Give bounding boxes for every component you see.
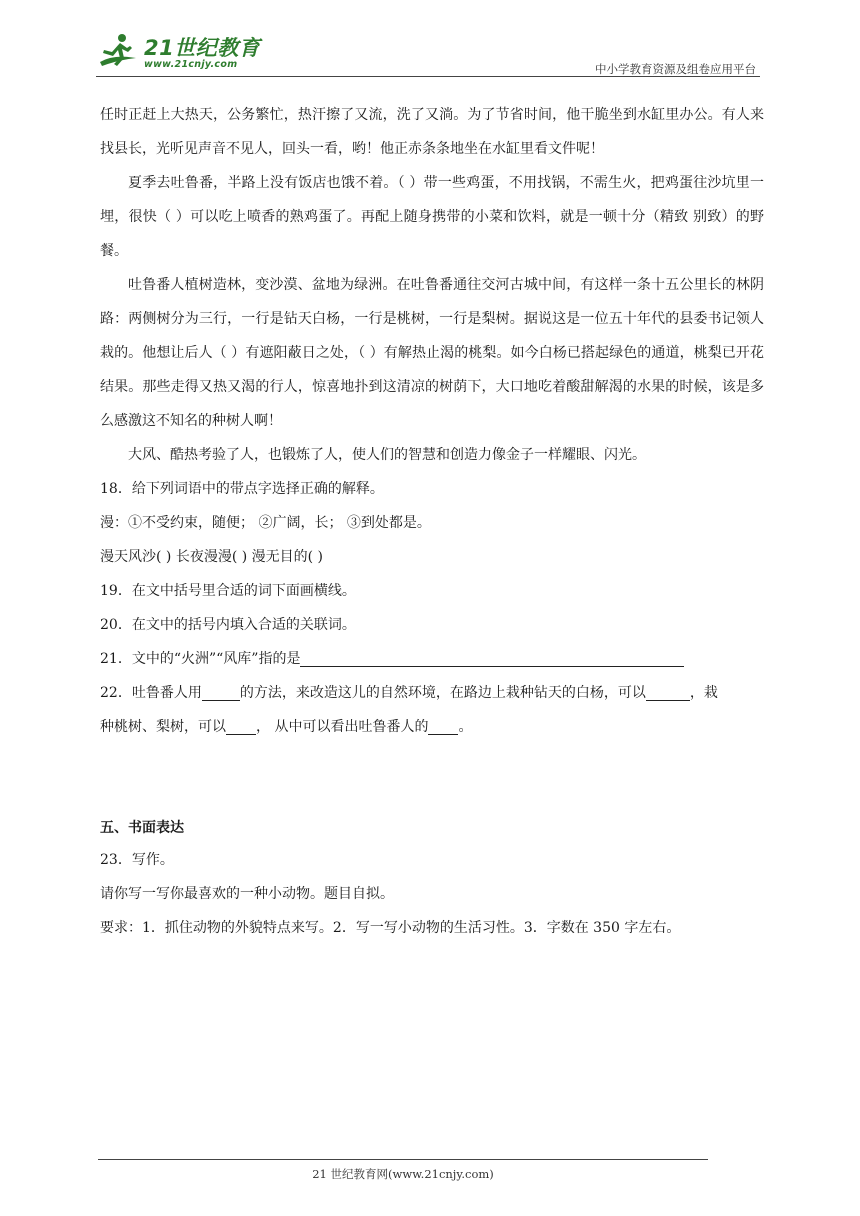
question-22-text-c: ，栽 [689, 685, 718, 701]
page-header [96, 28, 760, 78]
question-18-words: 漫天风沙( ) 长夜漫漫( ) 漫无目的( ) [100, 549, 324, 565]
question-22-text-d: 种桃树、梨树，可以 [100, 719, 226, 735]
question-21-text: 21．文中的“火洲”“风库”指的是 [100, 651, 301, 667]
writing-prompt: 请你写一写你最喜欢的一种小动物。题目自拟。 [100, 886, 394, 902]
question-22-line-1 [100, 676, 764, 710]
writing-section [100, 843, 764, 945]
question-22-text-b: 的方法，来改造这儿的自然环境，在路边上栽种钻天的白杨，可以 [239, 685, 646, 701]
question-22-line-2 [100, 710, 764, 744]
question-19: 19．在文中括号里合适的词下面画横线。 [100, 583, 356, 599]
reading-passage [100, 98, 764, 744]
question-22-text-a: 22．吐鲁番人用 [100, 685, 202, 701]
question-18: 18．给下列词语中的带点字选择正确的解释。 [100, 481, 384, 497]
question-20: 20．在文中的括号内填入合适的关联词。 [100, 617, 356, 633]
question-18-definitions: 漫：①不受约束，随便； ②广阔，长； ③到处都是。 [100, 515, 431, 531]
passage-paragraph-1: 任时正赶上大热天，公务繁忙，热汗擦了又流，洗了又淌。为了节省时间，他干脆坐到水缸里办公。有人来找县长，光听见声音不见人，回头一看，哟！他正赤条条地坐在水缸里看文件呢！ [100, 107, 764, 157]
header-divider [96, 76, 760, 77]
logo-url: www.21cnjy.com [144, 59, 238, 70]
answer-blank[interactable] [428, 718, 458, 735]
question-22-text-f: 。 [458, 719, 473, 735]
site-logo[interactable] [96, 28, 296, 76]
question-21 [100, 642, 764, 676]
question-22-text-e: ， 从中可以看出吐鲁番人的 [256, 719, 429, 735]
section-title: 五、书面表达 [100, 820, 184, 836]
answer-blank[interactable] [202, 684, 240, 701]
passage-paragraph-4: 大风、酷热考验了人，也锻炼了人，使人们的智慧和创造力像金子一样耀眼、闪光。 [128, 447, 646, 463]
writing-requirements: 要求：1．抓住动物的外貌特点来写。2．写一写小动物的生活习性。3．字数在 350 字左右。 [100, 920, 681, 936]
answer-blank[interactable] [300, 650, 684, 667]
platform-name: 中小学教育资源及组卷应用平台 [595, 62, 756, 76]
answer-blank[interactable] [226, 718, 256, 735]
page-footer[interactable]: 21 世纪教育网(www.21cnjy.com) [312, 1167, 494, 1181]
logo-text: 21世纪教育 [144, 36, 261, 60]
footer-divider [98, 1159, 708, 1160]
runner-logo-icon [96, 32, 140, 72]
question-23: 23．写作。 [100, 852, 174, 868]
passage-paragraph-2: 夏季去吐鲁番，半路上没有饭店也饿不着。（ ）带一些鸡蛋，不用找锅，不需生火，把鸡蛋往沙坑里一埋，很快（ ）可以吃上喷香的熟鸡蛋了。再配上随身携带的小菜和饮料，就是一顿十分（精致 别致）的野餐。 [100, 175, 764, 259]
passage-paragraph-3: 吐鲁番人植树造林，变沙漠、盆地为绿洲。在吐鲁番通往交河古城中间，有这样一条十五公里长的林阴路：两侧树分为三行，一行是钻天白杨，一行是桃树，一行是梨树。据说这是一位五十年代的县委书记领人栽的。他想让后人（ ）有遮阳蔽日之处，（ ）有解热止渴的桃梨。如今白杨已搭起绿色的通道，桃梨已开花结果。那些走得又热又渴的行人，惊喜地扑到这清凉的树荫下，大口地吃着酸甜解渴的水果的时候，该是多么感激这不知名的种树人啊！ [100, 277, 764, 429]
answer-blank[interactable] [646, 684, 690, 701]
